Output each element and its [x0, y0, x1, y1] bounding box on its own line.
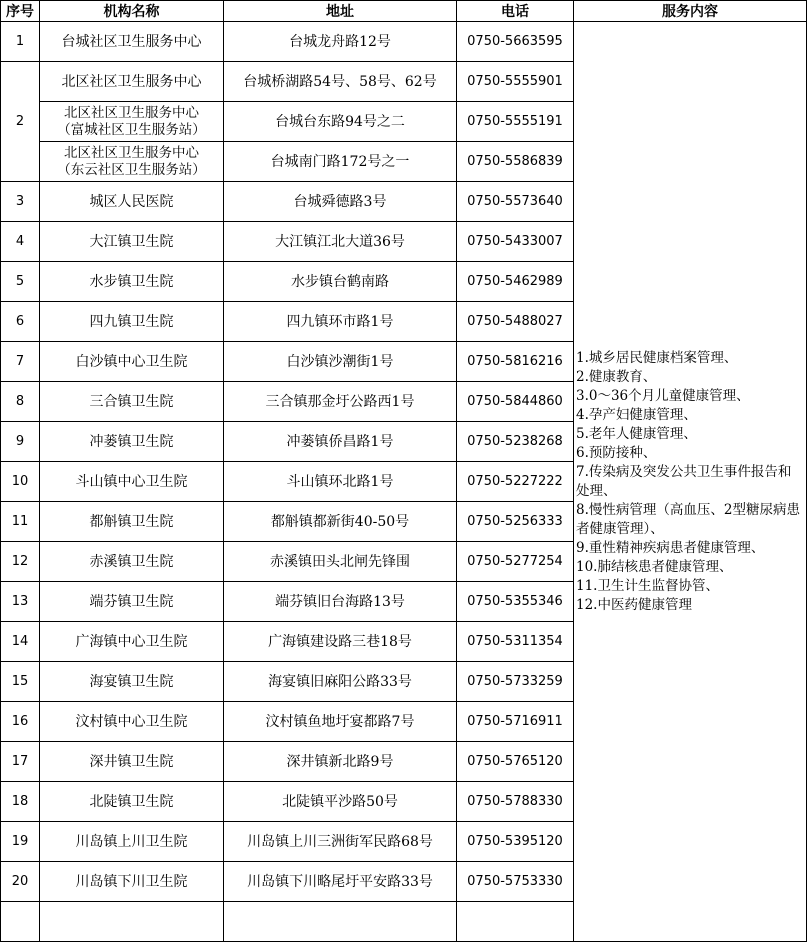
row-name: 白沙镇中心卫生院: [40, 342, 224, 382]
row-address: 台城龙舟路12号: [224, 22, 457, 62]
row-phone: 0750-5555901: [457, 62, 574, 102]
row-address: 四九镇环市路1号: [224, 302, 457, 342]
row-no: 10: [1, 462, 40, 502]
row-name: 广海镇中心卫生院: [40, 622, 224, 662]
table-row: [1, 22, 807, 62]
row-address: 三合镇那金圩公路西1号: [224, 382, 457, 422]
row-address: 水步镇台鹤南路: [224, 262, 457, 302]
header-address: 地址: [224, 1, 457, 22]
row-address: 台城南门路172号之一: [224, 142, 457, 182]
service-item: 6.预防接种、: [576, 444, 657, 461]
row-address: 台城台东路94号之二: [224, 102, 457, 142]
row-address: 台城舜德路3号: [224, 182, 457, 222]
service-item: 11.卫生计生监督协管、: [576, 577, 719, 594]
row-no: 17: [1, 742, 40, 782]
row-no: 20: [1, 862, 40, 902]
row-phone: 0750-5788330: [457, 782, 574, 822]
row-name: 北陡镇卫生院: [40, 782, 224, 822]
row-name-sub: （东云社区卫生服务站）: [57, 161, 206, 178]
header-phone: 电话: [457, 1, 574, 22]
row-name: 川岛镇下川卫生院: [40, 862, 224, 902]
services-cell: [574, 22, 807, 942]
row-phone: 0750-5663595: [457, 22, 574, 62]
row-no: 14: [1, 622, 40, 662]
row-no: 8: [1, 382, 40, 422]
header-services: 服务内容: [574, 1, 807, 22]
row-no: 19: [1, 822, 40, 862]
row-name: 深井镇卫生院: [40, 742, 224, 782]
row-no: 3: [1, 182, 40, 222]
service-item: 12.中医药健康管理: [576, 596, 692, 613]
row-phone: [457, 902, 574, 942]
row-name-sub: （富城社区卫生服务站）: [57, 121, 206, 138]
header-no: 序号: [1, 1, 40, 22]
row-address: 北陡镇平沙路50号: [224, 782, 457, 822]
row-name: 水步镇卫生院: [40, 262, 224, 302]
row-phone: 0750-5355346: [457, 582, 574, 622]
row-phone: 0750-5462989: [457, 262, 574, 302]
row-no: 6: [1, 302, 40, 342]
row-name: 都斛镇卫生院: [40, 502, 224, 542]
row-address: 深井镇新北路9号: [224, 742, 457, 782]
row-no: 12: [1, 542, 40, 582]
service-item: 1.城乡居民健康档案管理、: [576, 349, 738, 366]
row-phone: 0750-5753330: [457, 862, 574, 902]
row-phone: 0750-5733259: [457, 662, 574, 702]
header-row: [1, 1, 807, 22]
row-name: 川岛镇上川卫生院: [40, 822, 224, 862]
row-name: 城区人民医院: [40, 182, 224, 222]
row-phone: 0750-5311354: [457, 622, 574, 662]
row-phone: 0750-5716911: [457, 702, 574, 742]
row-address: 赤溪镇田头北闸先锋围: [224, 542, 457, 582]
service-item: 7.传染病及突发公共卫生事件报告和处理、: [576, 463, 792, 499]
row-no: 9: [1, 422, 40, 462]
row-phone: 0750-5238268: [457, 422, 574, 462]
row-address: 大江镇江北大道36号: [224, 222, 457, 262]
row-address: 白沙镇沙潮街1号: [224, 342, 457, 382]
row-phone: 0750-5765120: [457, 742, 574, 782]
row-no: 13: [1, 582, 40, 622]
row-address: 台城桥湖路54号、58号、62号: [224, 62, 457, 102]
service-item: 10.肺结核患者健康管理、: [576, 558, 733, 575]
row-address: 冲蒌镇侨昌路1号: [224, 422, 457, 462]
row-phone: 0750-5488027: [457, 302, 574, 342]
service-item: 9.重性精神疾病患者健康管理、: [576, 539, 765, 556]
row-address: 都斛镇都新街40-50号: [224, 502, 457, 542]
row-address: 海宴镇旧麻阳公路33号: [224, 662, 457, 702]
row-phone: 0750-5227222: [457, 462, 574, 502]
row-name: 端芬镇卫生院: [40, 582, 224, 622]
row-no: [1, 902, 40, 942]
row-phone: 0750-5573640: [457, 182, 574, 222]
service-item: 5.老年人健康管理、: [576, 425, 697, 442]
row-name: [40, 142, 224, 182]
row-phone: 0750-5844860: [457, 382, 574, 422]
row-phone: 0750-5395120: [457, 822, 574, 862]
row-name-line: 北区社区卫生服务中心: [64, 144, 199, 161]
row-phone: 0750-5586839: [457, 142, 574, 182]
row-name: 北区社区卫生服务中心: [40, 62, 224, 102]
row-phone: 0750-5555191: [457, 102, 574, 142]
row-name: [40, 102, 224, 142]
service-item: 8.慢性病管理（高血压、2型糖尿病患者健康管理）、: [576, 501, 800, 537]
row-no: 5: [1, 262, 40, 302]
row-name: [40, 902, 224, 942]
row-name-line: 北区社区卫生服务中心: [64, 104, 199, 121]
row-no: 16: [1, 702, 40, 742]
row-name: 冲蒌镇卫生院: [40, 422, 224, 462]
row-name: 大江镇卫生院: [40, 222, 224, 262]
row-no: 18: [1, 782, 40, 822]
row-name: 赤溪镇卫生院: [40, 542, 224, 582]
row-address: 川岛镇下川略尾圩平安路33号: [224, 862, 457, 902]
row-no: 7: [1, 342, 40, 382]
row-no: 15: [1, 662, 40, 702]
service-item: 4.孕产妇健康管理、: [576, 406, 697, 423]
row-name: 海宴镇卫生院: [40, 662, 224, 702]
row-address: 斗山镇环北路1号: [224, 462, 457, 502]
row-address: [224, 902, 457, 942]
row-no: 11: [1, 502, 40, 542]
row-address: 汶村镇鱼地圩宴都路7号: [224, 702, 457, 742]
row-phone: 0750-5816216: [457, 342, 574, 382]
row-phone: 0750-5433007: [457, 222, 574, 262]
service-item: 3.0～36个月儿童健康管理、: [576, 387, 750, 404]
service-item: 2.健康教育、: [576, 368, 657, 385]
row-name: 汶村镇中心卫生院: [40, 702, 224, 742]
row-name: 三合镇卫生院: [40, 382, 224, 422]
row-no: 1: [1, 22, 40, 62]
row-name: 斗山镇中心卫生院: [40, 462, 224, 502]
row-phone: 0750-5277254: [457, 542, 574, 582]
row-address: 广海镇建设路三巷18号: [224, 622, 457, 662]
row-address: 川岛镇上川三洲街军民路68号: [224, 822, 457, 862]
row-no: 4: [1, 222, 40, 262]
row-name: 四九镇卫生院: [40, 302, 224, 342]
header-name: 机构名称: [40, 1, 224, 22]
row-no: 2: [1, 62, 40, 182]
row-address: 端芬镇旧台海路13号: [224, 582, 457, 622]
row-phone: 0750-5256333: [457, 502, 574, 542]
row-name: 台城社区卫生服务中心: [40, 22, 224, 62]
